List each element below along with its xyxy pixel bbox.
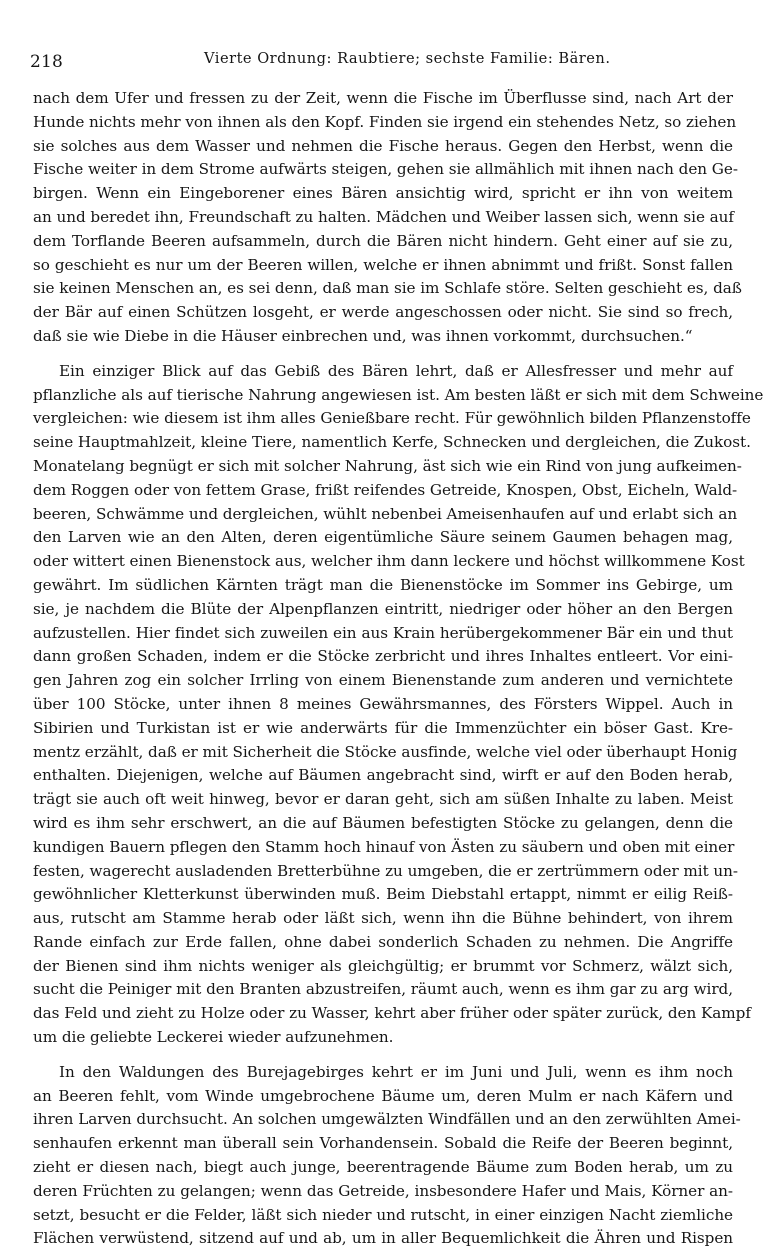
text-line: dann großen Schaden, indem er die Stöcke zerbricht und ihres Inhaltes entleert. Vor eini- [33,647,733,666]
text-line: dem Torflande Beeren aufsammeln, durch die Bären nicht hindern. Geht einer auf sie zu, [33,231,733,250]
text-line: zieht er diesen nach, biegt auch junge, beerentragende Bäume zum Boden herab, um zu [33,1158,733,1177]
running-head: Vierte Ordnung: Raubtiere; sechste Familie: Bären. [204,50,611,67]
page-header [30,50,735,76]
paragraph-3 [33,1061,741,1251]
text-line: Rande einfach zur Erde fallen, ohne dabei sonderlich Schaden zu nehmen. Die Angriffe [33,932,733,951]
text-line: wird es ihm sehr erschwert, an die auf Bäumen befestigten Stöcke zu gelangen, denn die [33,813,733,832]
text-line: sie solches aus dem Wasser und nehmen die Fische heraus. Gegen den Herbst, wenn die [33,136,733,155]
text-line: senhaufen erkennt man überall sein Vorhandensein. Sobald die Reife der Beeren beginnt, [33,1134,733,1153]
text-line: ihren Larven durchsucht. An solchen umgewälzten Windfällen und an den zerwühlten Amei- [33,1110,741,1129]
text-line: vergleichen: wie diesem ist ihm alles Genießbare recht. Für gewöhnlich bilden Pflanzenstoffe [33,409,751,428]
text-line: Fische weiter in dem Strome aufwärts steigen, gehen sie allmählich mit ihnen nach den Ge- [33,160,738,179]
text-line: oder wittert einen Bienenstock aus, welcher ihm dann leckere und höchst willkommene Kost [33,552,745,571]
body-text [33,87,763,1251]
text-line: das Feld und zieht zu Holze oder zu Wasser, kehrt aber früher oder später zurück, den Kampf [33,1004,751,1023]
text-line: deren Früchten zu gelangen; wenn das Getreide, insbesondere Hafer und Mais, Körner an- [33,1181,733,1200]
text-line: der Bär auf einen Schützen losgeht, er werde angeschossen oder nicht. Sie sind so frech, [33,303,733,322]
text-line: den Larven wie an den Alten, deren eigentümliche Säure seinem Gaumen behagen mag, [33,528,733,547]
text-line: aufzustellen. Hier findet sich zuweilen ein aus Krain herübergekommener Bär ein und thut [33,623,733,642]
text-line: Flächen verwüstend, sitzend auf und ab, um in aller Bequemlichkeit die Ähren und Rispen [33,1229,733,1248]
text-line: Sibirien und Turkistan ist er wie anderwärts für die Immenzüchter ein böser Gast. Kre- [33,718,733,737]
text-line: gen Jahren zog ein solcher Irrling von einem Bienenstande zum anderen und vernichtete [33,671,733,690]
text-line: In den Waldungen des Burejagebirges kehrt er im Juni und Juli, wenn es ihm noch [59,1062,733,1081]
text-line: sucht die Peiniger mit den Branten abzustreifen, räumt auch, wenn es ihm gar zu arg wird, [33,980,733,999]
text-line: dem Roggen oder von fettem Grase, frißt reifendes Getreide, Knospen, Obst, Eicheln, Wald- [33,480,738,499]
text-line: trägt sie auch oft weit hinweg, bevor er daran geht, sich am süßen Inhalte zu laben. Meist [33,790,733,809]
text-line: so geschieht es nur um der Beeren willen, welche er ihnen abnimmt und frißt. Sonst fallen [33,255,733,274]
text-line: beeren, Schwämme und dergleichen, wühlt nebenbei Ameisenhaufen auf und erlabt sich an [33,504,738,523]
text-line: an und beredet ihn, Freundschaft zu halten. Mädchen und Weiber lassen sich, wenn sie auf [33,207,734,226]
paragraph-2 [33,360,763,1050]
text-line: gewährt. Im südlichen Kärnten trägt man die Bienenstöcke im Sommer ins Gebirge, um [33,575,733,594]
text-line: Hunde nichts mehr von ihnen als den Kopf. Finden sie irgend ein stehendes Netz, so ziehen [33,112,737,131]
text-line: festen, wagerecht ausladenden Bretterbühne zu umgeben, die er zertrümmern oder mit un- [33,861,738,880]
text-line: daß sie wie Diebe in die Häuser einbrechen und, was ihnen vorkommt, durchsuchen.“ [33,326,693,345]
paragraph-1 [33,87,742,349]
text-line: um die geliebte Leckerei wieder aufzunehmen. [33,1028,394,1047]
text-line: enthalten. Diejenigen, welche auf Bäumen angebracht sind, wirft er auf den Boden herab, [33,766,733,785]
text-line: birgen. Wenn ein Eingeborener eines Bären ansichtig wird, spricht er ihn von weitem [33,184,733,203]
text-line: nach dem Ufer und fressen zu der Zeit, wenn die Fische im Überflusse sind, nach Art der [33,89,733,107]
text-line: pflanzliche als auf tierische Nahrung angewiesen ist. Am besten läßt er sich mit dem Schweine [33,385,763,404]
text-line: Ein einziger Blick auf das Gebiß des Bären lehrt, daß er Allesfresser und mehr auf [59,361,733,380]
text-line: gewöhnlicher Kletterkunst überwinden muß. Beim Diebstahl ertappt, nimmt er eilig Reiß- [33,885,733,904]
text-line: kundigen Bauern pflegen den Stamm hoch hinauf von Ästen zu säubern und oben mit einer [33,837,735,856]
text-line: seine Hauptmahlzeit, kleine Tiere, namentlich Kerfe, Schnecken und dergleichen, die Zukost. [33,433,751,452]
text-line: Monatelang begnügt er sich mit solcher Nahrung, äst sich wie ein Rind von jung aufkeimen- [33,456,742,475]
text-line: an Beeren fehlt, vom Winde umgebrochene Bäume um, deren Mulm er nach Käfern und [33,1086,733,1105]
text-line: sie, je nachdem die Blüte der Alpenpflanzen eintritt, niedriger oder höher an den Bergen [33,599,733,618]
text-line: setzt, besucht er die Felder, läßt sich nieder und rutscht, in einer einzigen Nacht ziemliche [33,1205,733,1224]
text-line: aus, rutscht am Stamme herab oder läßt sich, wenn ihn die Bühne behindert, von ihrem [33,909,733,928]
text-line: der Bienen sind ihm nichts weniger als gleichgültig; er brummt vor Schmerz, wälzt sich, [33,956,733,975]
text-line: sie keinen Menschen an, es sei denn, daß man sie im Schlafe störe. Selten geschieht es, daß [33,279,742,298]
page-number: 218 [30,52,64,72]
text-line: mentz erzählt, daß er mit Sicherheit die Stöcke ausfinde, welche viel oder überhaupt Honig [33,742,738,761]
text-line: über 100 Stöcke, unter ihnen 8 meines Gewährsmannes, des Försters Wippel. Auch in [33,694,733,713]
